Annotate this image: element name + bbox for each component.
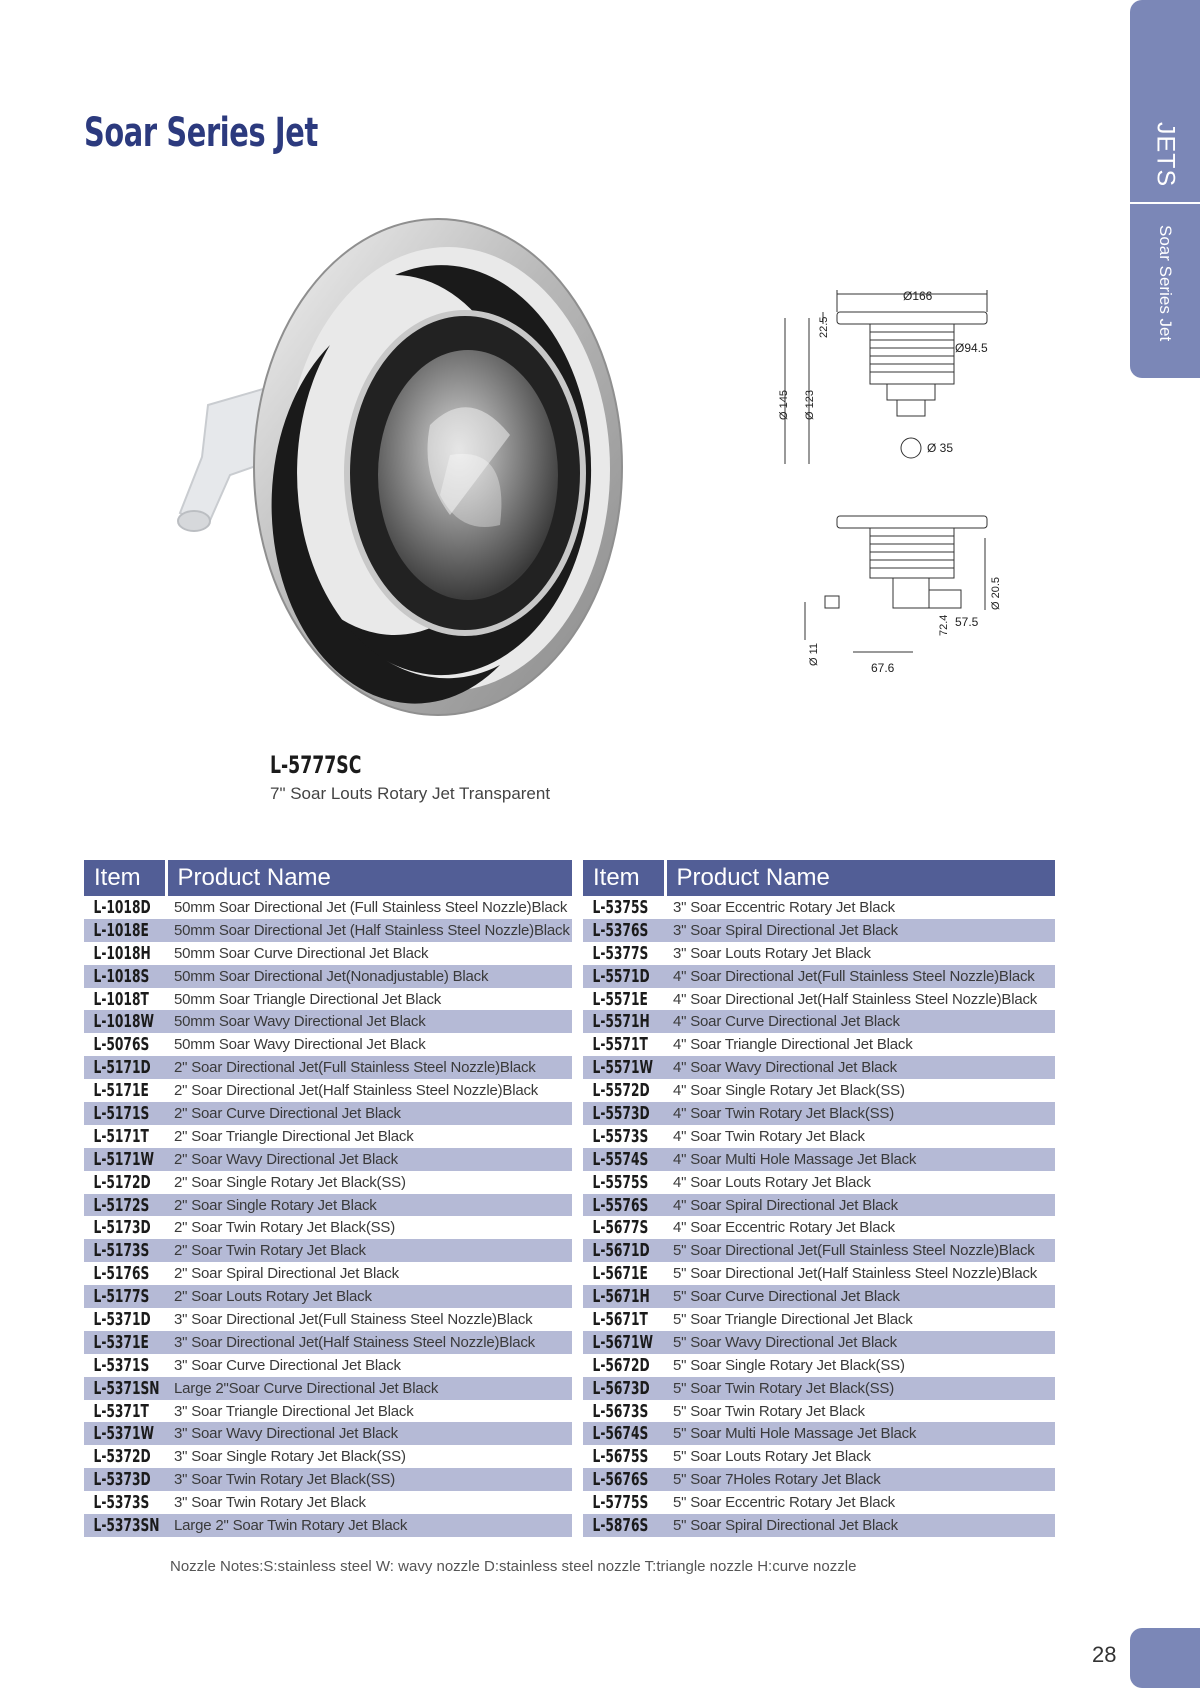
product-name-cell: 5" Soar Spiral Directional Jet Black xyxy=(665,1514,1055,1537)
table-row xyxy=(583,1216,1055,1239)
table-row xyxy=(84,965,572,988)
item-code-cell: L-5671D xyxy=(583,1239,665,1262)
table-row xyxy=(84,1262,572,1285)
item-code-cell: L-5572D xyxy=(592,1080,650,1102)
item-code-cell: L-5172S xyxy=(84,1194,166,1217)
item-code-cell: L-5573S xyxy=(592,1125,649,1147)
page-number-tab xyxy=(1130,1628,1200,1688)
product-name-cell: 4" Soar Twin Rotary Jet Black xyxy=(673,1127,865,1145)
product-name-cell: 3" Soar Triangle Directional Jet Black xyxy=(174,1402,414,1420)
product-name-cell: 3" Soar Directional Jet(Half Stainess Steel Nozzle)Black xyxy=(166,1331,572,1354)
item-code-cell: L-5671T xyxy=(592,1308,648,1330)
product-name-cell: 4" Soar Triangle Directional Jet Black xyxy=(673,1036,913,1054)
dimension-label: Ø 35 xyxy=(927,441,954,455)
product-name-cell: 4" Soar Multi Hole Massage Jet Black xyxy=(665,1148,1055,1171)
item-code-cell: L-5571T xyxy=(592,1034,648,1056)
item-code-cell: L-5371W xyxy=(84,1422,166,1445)
table-row xyxy=(583,1010,1055,1033)
table-row xyxy=(583,1308,1055,1331)
table-row xyxy=(583,988,1055,1011)
table-row xyxy=(84,1010,572,1033)
item-code-cell: L-1018S xyxy=(84,965,166,988)
dimension-label: Ø 123 xyxy=(804,390,816,420)
dimension-label: Ø 145 xyxy=(778,390,790,420)
table-row xyxy=(583,1468,1055,1491)
product-name-cell: 2" Soar Twin Rotary Jet Black(SS) xyxy=(174,1219,396,1237)
product-name-cell: 5" Soar Triangle Directional Jet Black xyxy=(673,1310,913,1328)
table-row xyxy=(583,1422,1055,1445)
table-row xyxy=(583,1148,1055,1171)
dimension-label: Ø 20.5 xyxy=(990,576,1002,610)
product-name-cell: 50mm Soar Curve Directional Jet Black xyxy=(174,944,429,962)
item-code-cell: L-5571D xyxy=(583,965,665,988)
product-name-cell: 2" Soar Directional Jet(Half Stainless Steel Nozzle)Black xyxy=(174,1082,539,1100)
table-row xyxy=(583,1125,1055,1148)
table-row xyxy=(84,1079,572,1102)
item-code-cell: L-5171W xyxy=(84,1148,166,1171)
table-row xyxy=(583,1377,1055,1400)
product-name-cell: 2" Soar Curve Directional Jet Black xyxy=(166,1102,572,1125)
dimension-label: 57.5 xyxy=(955,615,979,629)
table-row xyxy=(84,1400,572,1423)
item-code-cell: L-5373SN xyxy=(84,1514,166,1537)
table-row xyxy=(84,1216,572,1239)
item-code-cell: L-5376S xyxy=(583,919,665,942)
product-name-cell: 3" Soar Directional Jet(Full Stainess Steel Nozzle)Black xyxy=(174,1310,533,1328)
table-row xyxy=(84,1194,572,1217)
dimension-label: 22.5 xyxy=(818,316,830,338)
item-code-cell: L-5377S xyxy=(592,942,649,964)
item-code-cell: L-5173S xyxy=(84,1239,166,1262)
table-row xyxy=(583,1171,1055,1194)
product-name-cell: 2" Soar Wavy Directional Jet Black xyxy=(166,1148,572,1171)
table-row xyxy=(84,1239,572,1262)
table-row xyxy=(583,942,1055,965)
item-code-cell: L-5676S xyxy=(583,1468,665,1491)
product-name-cell: 3" Soar Single Rotary Jet Black(SS) xyxy=(174,1448,406,1466)
dimension-label: 67.6 xyxy=(871,661,895,675)
item-code-cell: L-5671H xyxy=(583,1285,665,1308)
product-name-cell: 3" Soar Wavy Directional Jet Black xyxy=(166,1422,572,1445)
product-name-cell: 2" Soar Directional Jet(Full Stainless Steel Nozzle)Black xyxy=(166,1056,572,1079)
table-row xyxy=(84,1102,572,1125)
dimension-label: Ø94.5 xyxy=(955,341,988,355)
item-code-cell: L-5675S xyxy=(592,1446,649,1468)
dimension-drawing xyxy=(775,280,1035,690)
product-name-cell: 4" Soar Twin Rotary Jet Black(SS) xyxy=(665,1102,1055,1125)
table-row xyxy=(84,1125,572,1148)
product-name-cell: 50mm Soar Directional Jet(Nonadjustable) Black xyxy=(166,965,572,988)
table-row xyxy=(84,1377,572,1400)
item-code-cell: L-5171D xyxy=(84,1056,166,1079)
item-code-cell: L-1018E xyxy=(84,919,166,942)
dimension-label: 72.4 xyxy=(938,614,950,636)
product-name-cell: 5" Soar Curve Directional Jet Black xyxy=(665,1285,1055,1308)
table-row xyxy=(84,942,572,965)
table-row xyxy=(84,1056,572,1079)
product-name-cell: 4" Soar Spiral Directional Jet Black xyxy=(665,1194,1055,1217)
item-code-cell: L-5671E xyxy=(592,1263,648,1285)
item-code-cell: L-5375S xyxy=(592,896,649,918)
product-name-cell: 50mm Soar Directional Jet (Half Stainless Steel Nozzle)Black xyxy=(166,919,572,942)
item-code-cell: L-5677S xyxy=(592,1217,649,1239)
table-row xyxy=(84,896,572,919)
product-name-cell: 5" Soar Wavy Directional Jet Black xyxy=(665,1331,1055,1354)
product-name-cell: 5" Soar Multi Hole Massage Jet Black xyxy=(665,1422,1055,1445)
product-name-cell: 2" Soar Triangle Directional Jet Black xyxy=(174,1127,414,1145)
item-code-cell: L-1018D xyxy=(93,896,151,918)
table-row xyxy=(583,1285,1055,1308)
table-row xyxy=(583,1514,1055,1537)
item-code-cell: L-5076S xyxy=(93,1034,150,1056)
nozzle-notes: Nozzle Notes:S:stainless steel W: wavy nozzle D:stainless steel nozzle T:triangle nozzle H:curve nozzle xyxy=(170,1558,857,1575)
table-row xyxy=(84,1308,572,1331)
product-name-cell: 4" Soar Curve Directional Jet Black xyxy=(665,1010,1055,1033)
item-code-cell: L-5575S xyxy=(592,1171,649,1193)
product-name-cell: 2" Soar Louts Rotary Jet Black xyxy=(166,1285,572,1308)
item-code-cell: L-5371D xyxy=(93,1308,151,1330)
table-row xyxy=(84,1491,572,1514)
product-name-cell: 4" Soar Directional Jet(Half Stainless Steel Nozzle)Black xyxy=(673,990,1038,1008)
table-row xyxy=(583,965,1055,988)
item-code-cell: L-5573D xyxy=(583,1102,665,1125)
product-name-cell: 2" Soar Spiral Directional Jet Black xyxy=(174,1265,399,1283)
item-code-cell: L-5171T xyxy=(93,1125,149,1147)
tab-subsection-label: Soar Series Jet xyxy=(1156,225,1175,342)
table-row xyxy=(583,1400,1055,1423)
table-row xyxy=(583,1262,1055,1285)
product-name-cell: 4" Soar Wavy Directional Jet Black xyxy=(665,1056,1055,1079)
item-code-cell: L-5671W xyxy=(583,1331,665,1354)
item-code-cell: L-5177S xyxy=(84,1285,166,1308)
product-name-cell: 5" Soar Louts Rotary Jet Black xyxy=(673,1448,871,1466)
table-row xyxy=(84,1331,572,1354)
item-code-cell: L-5673S xyxy=(592,1400,649,1422)
product-name-cell: 50mm Soar Wavy Directional Jet Black xyxy=(174,1036,426,1054)
item-code-cell: L-5371S xyxy=(93,1354,150,1376)
table-row xyxy=(583,919,1055,942)
item-code-cell: L-5373D xyxy=(84,1468,166,1491)
table-row xyxy=(84,1285,572,1308)
table-row xyxy=(84,1148,572,1171)
product-name-cell: 3" Soar Curve Directional Jet Black xyxy=(174,1356,401,1374)
product-name-cell: 2" Soar Single Rotary Jet Black(SS) xyxy=(174,1173,406,1191)
product-name-cell: 5" Soar Twin Rotary Jet Black xyxy=(673,1402,865,1420)
table-row xyxy=(583,1033,1055,1056)
product-code: L-5777SC xyxy=(270,751,362,779)
item-code-cell: L-5171E xyxy=(93,1080,149,1102)
item-code-cell: L-5371E xyxy=(84,1331,166,1354)
item-code-cell: L-5171S xyxy=(84,1102,166,1125)
product-name-cell: 3" Soar Eccentric Rotary Jet Black xyxy=(673,898,895,916)
table-row xyxy=(84,1422,572,1445)
table-row xyxy=(583,1079,1055,1102)
item-code-cell: L-5775S xyxy=(592,1492,649,1514)
item-code-cell: L-5876S xyxy=(583,1514,665,1537)
item-code-cell: L-1018T xyxy=(93,988,149,1010)
product-photo xyxy=(150,195,640,725)
item-code-cell: L-5571H xyxy=(583,1010,665,1033)
product-name-column-header: Product Name xyxy=(166,860,572,896)
item-code-cell: L-5672D xyxy=(592,1354,650,1376)
table-row xyxy=(583,1194,1055,1217)
page-number: 28 xyxy=(1092,1642,1117,1667)
table-row xyxy=(583,1354,1055,1377)
product-table-right xyxy=(583,860,1055,1537)
product-name-cell: Large 2"Soar Curve Directional Jet Black xyxy=(166,1377,572,1400)
table-row xyxy=(84,1445,572,1468)
side-view xyxy=(805,516,987,652)
item-column-header: Item xyxy=(583,860,665,896)
product-name-cell: 3" Soar Louts Rotary Jet Black xyxy=(673,944,871,962)
product-name-cell: 3" Soar Twin Rotary Jet Black(SS) xyxy=(166,1468,572,1491)
product-name-cell: 5" Soar 7Holes Rotary Jet Black xyxy=(665,1468,1055,1491)
item-code-cell: L-5571W xyxy=(583,1056,665,1079)
item-code-cell: L-5576S xyxy=(583,1194,665,1217)
product-name-cell: 5" Soar Eccentric Rotary Jet Black xyxy=(673,1494,895,1512)
item-code-cell: L-5574S xyxy=(583,1148,665,1171)
item-code-cell: L-5371T xyxy=(93,1400,149,1422)
table-row xyxy=(84,1468,572,1491)
item-code-cell: L-1018W xyxy=(84,1010,166,1033)
item-code-cell: L-5373S xyxy=(93,1492,150,1514)
product-name-cell: 4" Soar Louts Rotary Jet Black xyxy=(673,1173,871,1191)
product-name-cell: 5" Soar Directional Jet(Full Stainless Steel Nozzle)Black xyxy=(665,1239,1055,1262)
table-row xyxy=(583,1056,1055,1079)
product-name-cell: 2" Soar Twin Rotary Jet Black xyxy=(166,1239,572,1262)
top-view xyxy=(785,290,987,464)
item-code-cell: L-5172D xyxy=(93,1171,151,1193)
table-row xyxy=(583,1331,1055,1354)
product-name-cell: 2" Soar Single Rotary Jet Black xyxy=(166,1194,572,1217)
dimension-label: Ø166 xyxy=(903,289,933,303)
table-row xyxy=(583,1102,1055,1125)
tab-section-label: JETS xyxy=(1151,122,1180,188)
page-title: Soar Series Jet xyxy=(84,110,318,156)
table-row xyxy=(84,1033,572,1056)
table-row xyxy=(583,896,1055,919)
product-name-cell: 5" Soar Directional Jet(Half Stainless Steel Nozzle)Black xyxy=(673,1265,1038,1283)
table-row xyxy=(583,1239,1055,1262)
product-name-column-header: Product Name xyxy=(665,860,1055,896)
product-name-cell: 5" Soar Single Rotary Jet Black(SS) xyxy=(673,1356,905,1374)
product-name-cell: 5" Soar Twin Rotary Jet Black(SS) xyxy=(665,1377,1055,1400)
product-name-cell: 4" Soar Single Rotary Jet Black(SS) xyxy=(673,1082,905,1100)
item-code-cell: L-5673D xyxy=(583,1377,665,1400)
item-code-cell: L-5674S xyxy=(583,1422,665,1445)
product-description: 7" Soar Louts Rotary Jet Transparent xyxy=(270,784,551,803)
item-column-header: Item xyxy=(84,860,166,896)
dimension-label: Ø 11 xyxy=(808,642,820,666)
product-name-cell: 3" Soar Twin Rotary Jet Black xyxy=(174,1494,366,1512)
product-name-cell: 3" Soar Spiral Directional Jet Black xyxy=(665,919,1055,942)
table-row xyxy=(84,919,572,942)
table-header-row xyxy=(583,860,1055,896)
product-name-cell: 50mm Soar Wavy Directional Jet Black xyxy=(166,1010,572,1033)
product-name-cell: 4" Soar Eccentric Rotary Jet Black xyxy=(673,1219,895,1237)
item-code-cell: L-5173D xyxy=(93,1217,151,1239)
table-header-row xyxy=(84,860,572,896)
table-row xyxy=(84,1514,572,1537)
table-row xyxy=(583,1491,1055,1514)
product-name-cell: Large 2" Soar Twin Rotary Jet Black xyxy=(166,1514,572,1537)
product-name-cell: 50mm Soar Directional Jet (Full Stainless Steel Nozzle)Black xyxy=(174,898,568,916)
table-row xyxy=(84,988,572,1011)
product-name-cell: 50mm Soar Triangle Directional Jet Black xyxy=(174,990,442,1008)
product-table-left xyxy=(84,860,572,1537)
table-row xyxy=(84,1171,572,1194)
table-row xyxy=(84,1354,572,1377)
item-code-cell: L-5571E xyxy=(592,988,648,1010)
item-code-cell: L-1018H xyxy=(93,942,151,964)
table-row xyxy=(583,1445,1055,1468)
product-name-cell: 4" Soar Directional Jet(Full Stainless Steel Nozzle)Black xyxy=(665,965,1055,988)
tab-divider xyxy=(1130,202,1200,204)
item-code-cell: L-5372D xyxy=(93,1446,151,1468)
item-code-cell: L-5371SN xyxy=(84,1377,166,1400)
item-code-cell: L-5176S xyxy=(93,1263,150,1285)
